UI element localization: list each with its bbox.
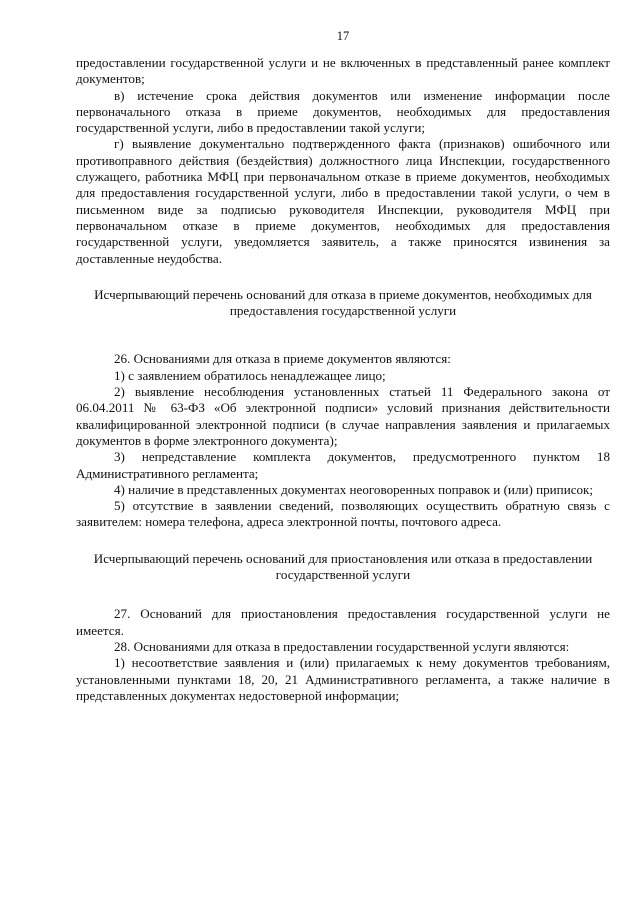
middle-section bbox=[76, 351, 610, 530]
paragraph-26: 26. Основаниями для отказа в приеме документов являются: bbox=[114, 351, 451, 367]
paragraph-28: 28. Основаниями для отказа в предоставлении государственной услуги являются: bbox=[114, 638, 570, 654]
list-item-5: 5) отсутствие в заявлении сведений, позволяющих осуществить обратную связь с заявителем: номера телефона, адреса электронной почты, почтового адреса. bbox=[76, 498, 610, 530]
list-item-4: 4) наличие в представленных документах неоговоренных поправок и (или) приписок; bbox=[114, 481, 594, 497]
list-item-1: 1) с заявлением обратилось ненадлежащее лицо; bbox=[114, 367, 386, 383]
top-section bbox=[76, 55, 610, 267]
list-item-2: 2) выявление несоблюдения установленных статьей 11 Федерального закона от 06.04.2011 № 63-ФЗ «Об электронной подписи» условий признания действительности квалифицированной электронной подписи (в случае направления заявления и прилагаемых документов в форме электронного документа); bbox=[76, 384, 610, 448]
paragraph-27: 27. Оснований для приостановления предоставления государственной услуги не имеется. bbox=[76, 606, 610, 638]
paragraph-item-v: в) истечение срока действия документов или изменение информации после первоначального отказа в приеме документов, необходимых для предоставления государственной услуги, либо в предоставлении такой услуги; bbox=[76, 87, 610, 136]
list-item-3: 3) непредставление комплекта документов, предусмотренного пунктом 18 Административного регламента; bbox=[76, 449, 610, 481]
paragraph-item-g: г) выявление документально подтвержденного факта (признаков) ошибочного или противоправного действия (бездействия) должностного лица Инспекции, государственного служащего, работника МФЦ при первоначальном отказе в приеме документов, необходимых для предоставления государственной услуги, либо в предоставлении такой услуги, о чем в письменном виде за подписью руководителя Инспекции, руководителя МФЦ при первоначальном отказе в приеме документов, необходимых для предоставления государственной услуги, уведомляется заявитель, а также приносятся извинения за доставленные неудобства. bbox=[76, 136, 610, 266]
page-number: 17 bbox=[336, 29, 350, 43]
list-item-28-1: 1) несоответствие заявления и (или) прилагаемых к нему документов требованиям, установленными пунктами 18, 20, 21 Административного регламента, а также наличие в представленных документах недостоверной информации; bbox=[76, 655, 610, 703]
document-page bbox=[76, 28, 610, 704]
paragraph-continuation: предоставлении государственной услуги и не включенных в представленный ранее комплект документов; bbox=[76, 55, 610, 87]
section-heading-refusal-acceptance: Исчерпывающий перечень оснований для отказа в приеме документов, необходимых для предоставления государственной услуги bbox=[94, 286, 592, 319]
section-heading-suspension-refusal: Исчерпывающий перечень оснований для приостановления или отказа в предоставлении государственной услуги bbox=[93, 550, 593, 583]
bottom-section bbox=[76, 606, 610, 704]
